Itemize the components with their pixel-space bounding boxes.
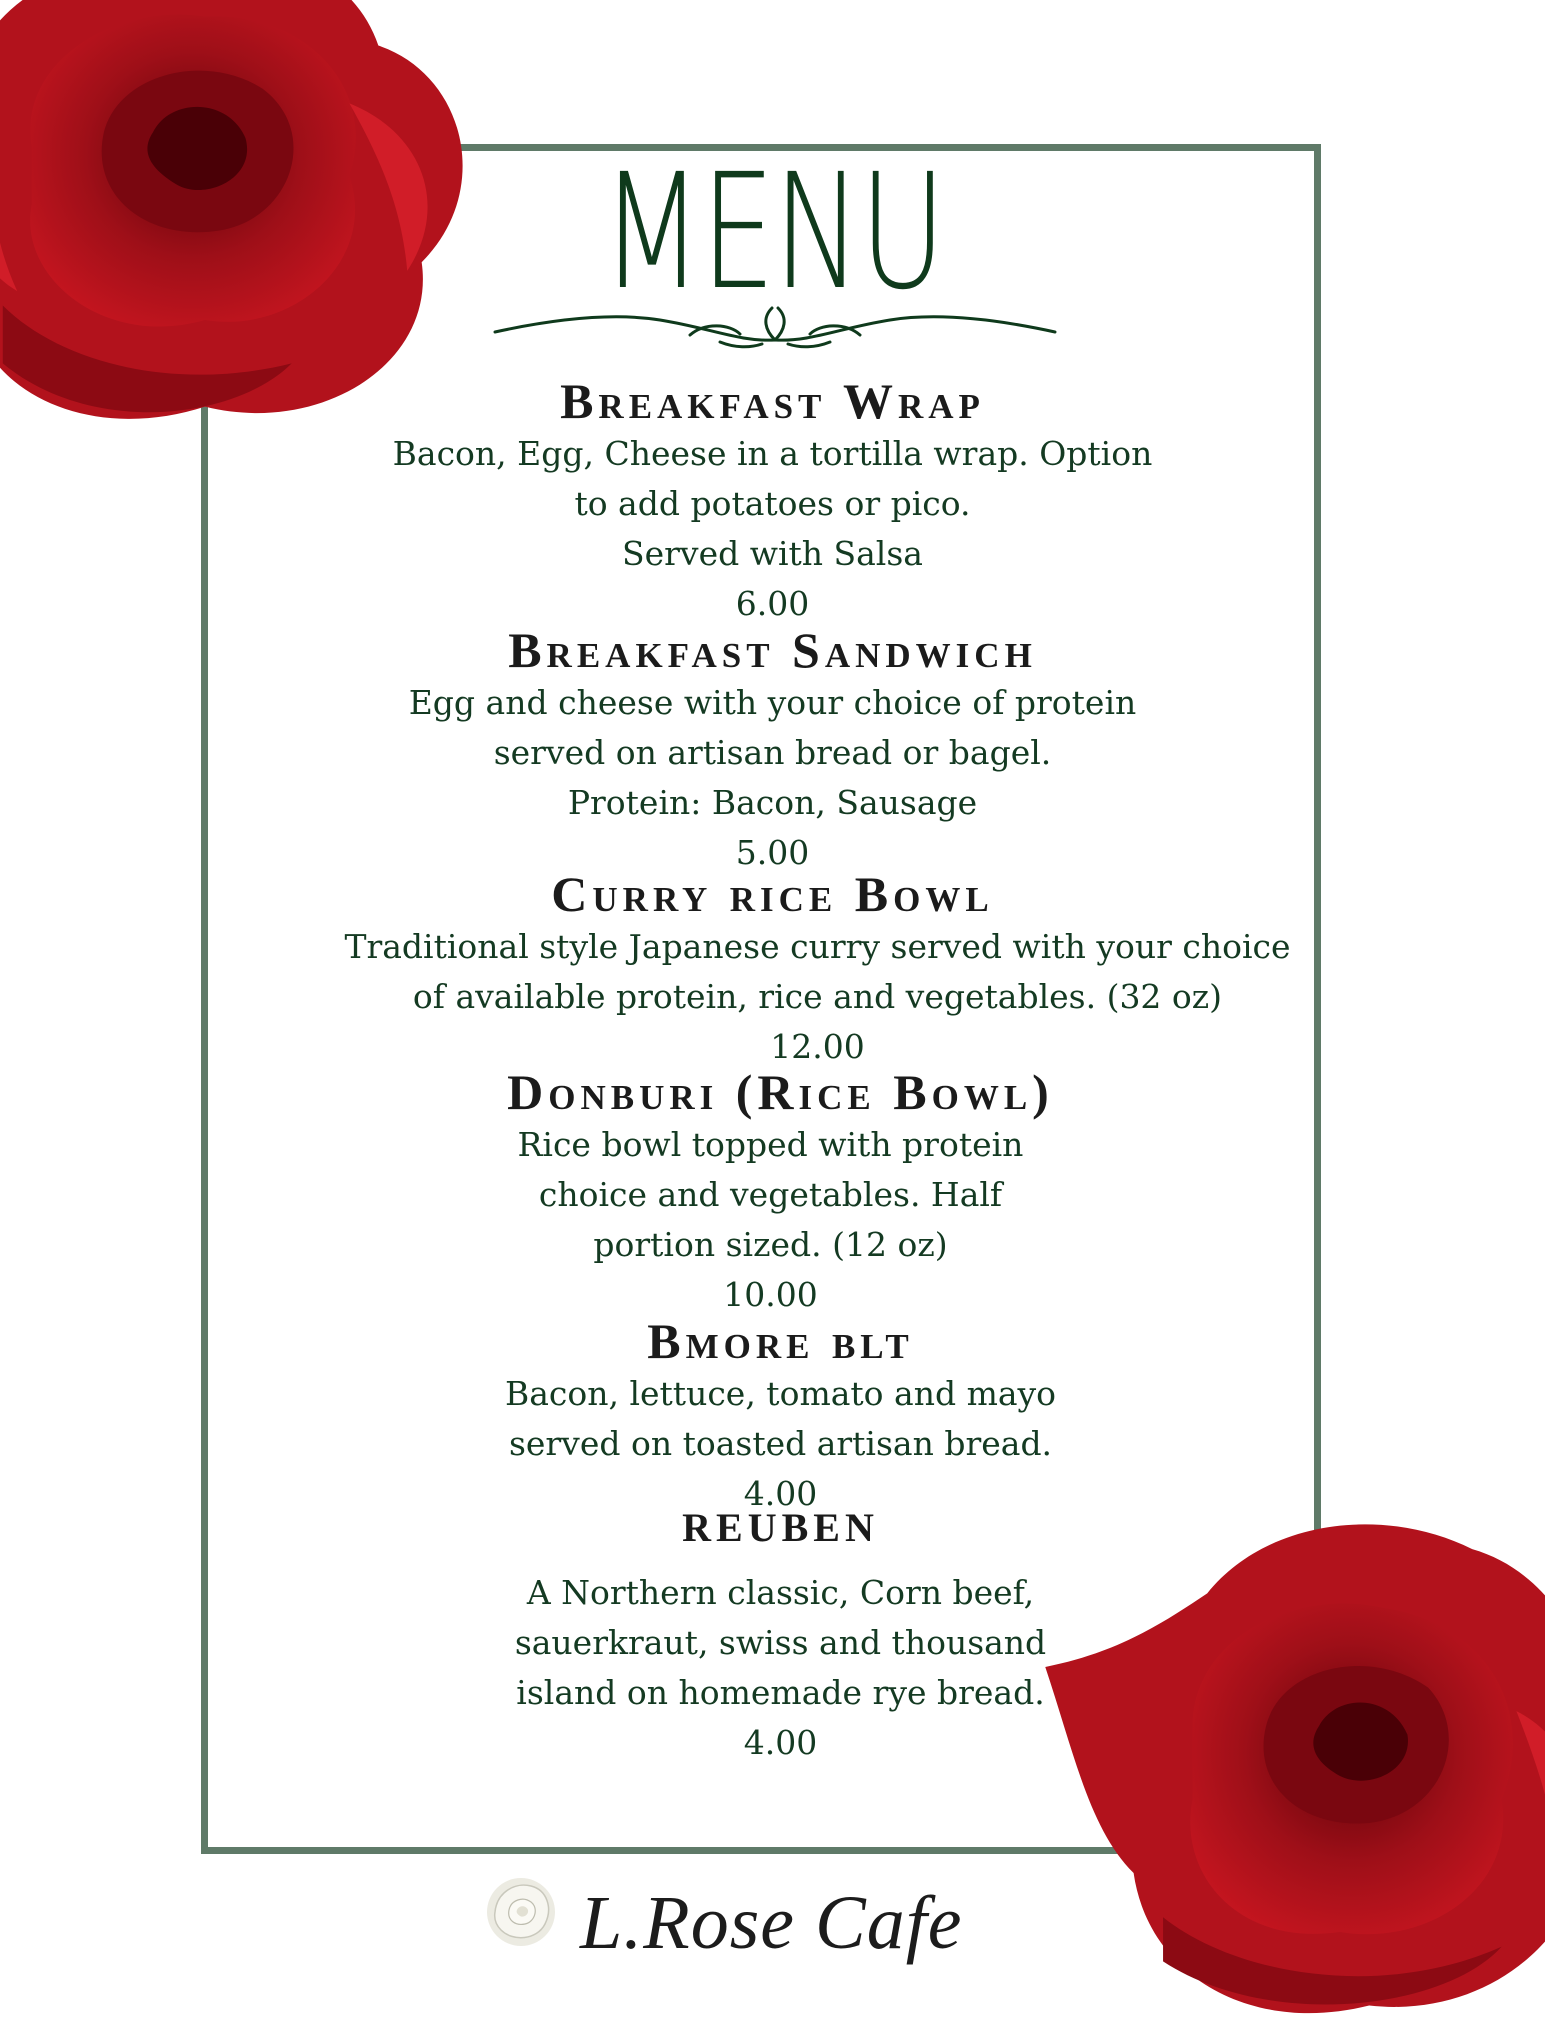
menu-item-breakfast-wrap — [0, 373, 1545, 629]
item-description-line: Egg and cheese with your choice of protein — [408, 683, 1137, 722]
menu-item-curry-rice-bowl — [45, 866, 1545, 1072]
item-name: REUBEN — [682, 1505, 879, 1550]
menu-item-donburi — [8, 1064, 1545, 1320]
item-price: 12.00 — [770, 1027, 865, 1066]
item-name: Bmore blt — [647, 1313, 914, 1369]
item-name: Donburi (Rice Bowl) — [507, 1064, 1054, 1120]
item-description-line: to add potatoes or pico. — [574, 484, 971, 523]
item-description-line: Protein: Bacon, Sausage — [567, 783, 978, 822]
menu-title: MENU — [600, 138, 944, 325]
item-description-line: Traditional style Japanese curry served with your choice — [344, 927, 1291, 966]
item-description-line: Bacon, lettuce, tomato and mayo — [504, 1374, 1057, 1413]
item-price: 6.00 — [735, 584, 810, 623]
item-name: Breakfast Sandwich — [508, 622, 1037, 678]
menu-item-breakfast-sandwich — [0, 622, 1545, 878]
white-rose-logo-icon — [480, 1872, 562, 1952]
item-price: 10.00 — [723, 1275, 818, 1314]
item-name: Curry rice Bowl — [551, 866, 994, 922]
item-price: 4.00 — [743, 1723, 818, 1762]
item-description-line: Rice bowl topped with protein — [517, 1125, 1024, 1164]
item-description-line: Served with Salsa — [622, 534, 923, 573]
item-description-line: sauerkraut, swiss and thousand — [514, 1623, 1047, 1662]
item-price: 5.00 — [735, 833, 810, 872]
flourish-divider — [490, 290, 1060, 352]
item-price: 4.00 — [743, 1474, 818, 1513]
item-description-line: portion sized. (12 oz) — [593, 1225, 948, 1264]
item-description-line: island on homemade rye bread. — [516, 1673, 1045, 1712]
item-description-line: A Northern classic, Corn beef, — [526, 1573, 1035, 1612]
menu-item-bmore-blt — [8, 1313, 1545, 1519]
item-description-line: of available protein, rice and vegetables. (32 oz) — [412, 977, 1223, 1016]
menu-item-reuben — [8, 1500, 1545, 1768]
item-description-line: served on artisan bread or bagel. — [493, 733, 1052, 772]
item-description-line: served on toasted artisan bread. — [508, 1424, 1053, 1463]
cafe-logo-text: L.Rose Cafe — [580, 1881, 963, 1965]
item-description-line: Bacon, Egg, Cheese in a tortilla wrap. Option — [392, 434, 1153, 473]
item-description-line: choice and vegetables. Half — [538, 1175, 1003, 1214]
item-name: Breakfast Wrap — [560, 373, 985, 429]
